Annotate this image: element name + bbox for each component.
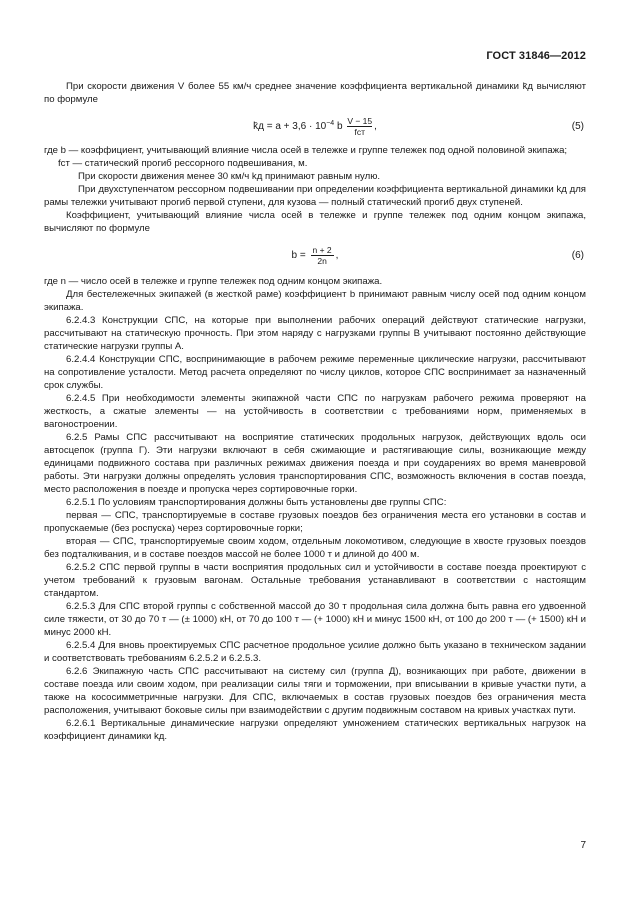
paragraph: fст — статический прогиб рессорного подвешивания, м. — [58, 158, 308, 169]
formula-5-number: (5) — [571, 121, 584, 132]
paragraph: 6.2.6.1 Вертикальные динамические нагрузки определяют умножением статических вертикальных нагрузок на коэффициент динамики kд. — [44, 718, 586, 742]
formula-5 — [44, 106, 586, 144]
paragraph: 6.2.5.3 Для СПС второй группы с собственной массой до 30 т продольная сила должна быть равна его удвоенной силе тяжести, от 30 до 70 т — (± 1000) кН, от 70 до 100 т — (+ 1000) кН и минус 1500 кН, от 100 до 200 т — (+ 1500) кН и минус 2000 кН. — [44, 601, 586, 638]
formula-5-b: b — [334, 121, 343, 133]
formula-6-number: (6) — [571, 250, 584, 261]
paragraph: 6.2.5.2 СПС первой группы в части восприятия продольных сил и устойчивости в составе поезда проектируют с учетом требований к грузовым вагонам. Остальные требования устанавливают в соответствии с настоящим стандартом. — [44, 562, 586, 599]
paragraph: где n — число осей в тележке и группе тележек под одним концом экипажа. — [44, 276, 383, 287]
paragraph: 6.2.5.4 Для вновь проектируемых СПС расчетное продольное усилие должно быть указано в техническом задании и соответствовать требованиям 6.2.5.2 и 6.2.5.3. — [44, 640, 586, 664]
formula-5-tail: , — [374, 121, 377, 133]
paragraph: Коэффициент, учитывающий влияние числа осей в тележке и группе тележек под одним концом экипажа, вычисляют по формуле — [44, 210, 586, 234]
paragraph: 6.2.6 Экипажную часть СПС рассчитывают на систему сил (группа Д), возникающих при работе, движении в составе поезда или своим ходом, при реализации силы тяги и торможении, при вписывании в кривые участки пути, а также на кососимметричные нагрузки. Для СПС, включаемых в состав грузовых поездов без ограничения места расположения, учитывают боковые силы при взаимодействии с другим подвижным составом на кривых участках пути. — [44, 666, 586, 716]
formula-5-numerator: V − 15 — [347, 116, 373, 126]
formula-5-lhs: k̄д = a + 3,6 · 10 — [253, 121, 327, 133]
paragraph: При скорости движения менее 30 км/ч kд принимают равным нулю. — [78, 171, 381, 182]
paragraph: где b — коэффициент, учитывающий влияние числа осей в тележке и группе тележек под одной половиной экипажа; — [44, 145, 568, 156]
paragraph: 6.2.4.5 При необходимости элементы экипажной части СПС по нагрузкам рабочего режима проверяют на жесткость, а сжатые элементы — на устойчивость в соответствии с требованиями норм, применяемых в вагоностроении. — [44, 393, 586, 430]
formula-6-tail: , — [335, 250, 339, 262]
formula-6 — [44, 235, 586, 275]
paragraph: вторая — СПС, транспортируемые своим ходом, отдельным локомотивом, следующие в хвосте грузовых поездов без подталкивания, и в составе поездов массой не более 1000 т и длиной до 400 м. — [44, 536, 586, 560]
document-body — [44, 80, 586, 743]
paragraph: Для бестележечных экипажей (в жесткой раме) коэффициент b принимают равным числу осей под одним концом экипажа. — [44, 289, 586, 313]
paragraph: При скорости движения V более 55 км/ч среднее значение коэффициента вертикальной динамики k̄д вычисляют по формуле — [44, 81, 586, 105]
paragraph: первая — СПС, транспортируемые в составе грузовых поездов без ограничения места его установки в состав и пропускаемые (без роспуска) через сортировочные горки; — [44, 510, 586, 534]
paragraph: 6.2.5.1 По условиям транспортирования должны быть установлены две группы СПС: — [66, 497, 447, 508]
formula-5-exponent: −4 — [326, 119, 335, 127]
document-header: ГОСТ 31846—2012 — [486, 50, 586, 62]
paragraph: 6.2.4.3 Конструкции СПС, на которые при выполнении рабочих операций действуют статические нагрузки, рассчитывают на статическую прочность. При этом наряду с нагрузками группы В учитывают постоянно действующие статические нагрузки группы А. — [44, 315, 586, 352]
paragraph: При двухступенчатом рессорном подвешивании при определении коэффициента вертикальной динамики kд для рамы тележки учитывают прогиб первой ступени, для кузова — полный статический прогиб двух ступеней. — [44, 184, 586, 208]
paragraph: 6.2.5 Рамы СПС рассчитывают на восприятие статических продольных нагрузок, действующих вдоль оси автосцепок (группа Г). Эти нагрузки включают в себя сжимающие и растягивающие силы, возникающие между единицами подвижного состава при различных режимах движения поезда и при соударениях во время маневровой работы. Эти нагрузки должны определять условия транспортирования СПС, возможность включения в состав поезда, место расположения в поезде и пропуска через сортировочные горки. — [44, 432, 586, 495]
formula-6-lhs: b = — [291, 250, 306, 262]
formula-6-numerator: n + 2 — [312, 245, 332, 255]
formula-6-denominator: 2n — [317, 256, 327, 266]
paragraph: 6.2.4.4 Конструкции СПС, воспринимающие в рабочем режиме переменные циклические нагрузки, рассчитывают на сопротивление усталости. Метод расчета определяют по числу циклов, которое СПС воспринимает за назначенный срок службы. — [44, 354, 586, 391]
formula-5-denominator: fст — [354, 127, 365, 137]
page-number: 7 — [580, 840, 586, 851]
